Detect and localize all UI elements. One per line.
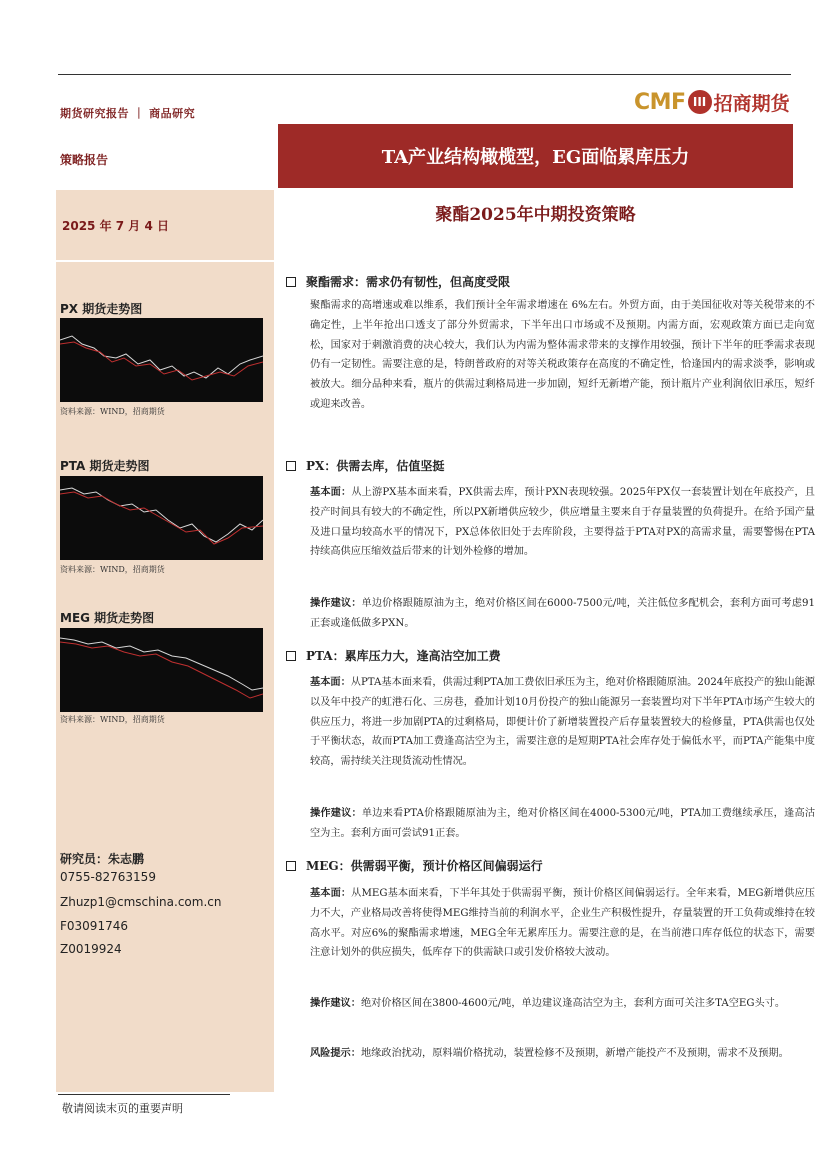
section-heading-px bbox=[286, 457, 444, 474]
paragraph-text: 地缘政治扰动，原料端价格扰动，装置检修不及预期，新增产能投产不及预期，需求不及预期。 bbox=[360, 1048, 789, 1059]
pta-chart-image bbox=[60, 476, 263, 560]
px-chart-image bbox=[60, 318, 263, 402]
px-chart-title: PX 期货走势图 bbox=[60, 302, 143, 316]
section-heading-text: PTA：累库压力大，逢高沽空加工费 bbox=[306, 649, 501, 663]
researcher-phone: 0755-82763159 bbox=[60, 870, 156, 884]
paragraph-text: 从上游PX基本面来看，PX供需去库，预计PXN表现较强。2025年PX仅一套装置计划在年底投产，且投产时间具有较大的不确定性，所以PX新增供应较少，供应增量主要来自于存量装置的负荷提升。在给予国产量及进口量均较高水平的情况下，PX总体依旧处于去库阶段，主要得益于PTA对PX的高需求量，需要警惕在PTA持续高供应压缩效益后带来的计划外检修的增加。 bbox=[310, 487, 815, 558]
paragraph-lead: 基本面： bbox=[310, 887, 352, 899]
paragraph-text: 单边来看PTA价格跟随原油为主，绝对价格区间在4000-5300元/吨，PTA加工费继续承压，逢高沽空为主。套利方面可尝试91正套。 bbox=[310, 808, 816, 839]
meg-chart-title: MEG 期货走势图 bbox=[60, 611, 155, 625]
footer-rule bbox=[58, 1094, 230, 1095]
paragraph-lead: 风险提示： bbox=[310, 1047, 361, 1059]
paragraph-text: 绝对价格区间在3800-4600元/吨，单边建议逢高沽空为主，套利方面可关注多TA空EG头寸。 bbox=[360, 998, 786, 1009]
paragraph-text: 单边价格跟随原油为主，绝对价格区间在6000-7500元/吨，关注低位多配机会，套利方面可考虑91正套或逢低做多PXN。 bbox=[310, 598, 816, 629]
checkbox-bullet-icon bbox=[286, 651, 296, 661]
top-rule bbox=[58, 74, 791, 75]
section-heading-text: 聚酯需求：需求仍有韧性，但高度受限 bbox=[306, 275, 511, 289]
footer-disclaimer: 敬请阅读末页的重要声明 bbox=[62, 1102, 183, 1115]
section-paragraph bbox=[310, 673, 815, 772]
section-paragraph bbox=[310, 1044, 815, 1064]
section-heading-text: PX：供需去库，估值坚挺 bbox=[306, 459, 445, 473]
logo-company-name: 招商期货 bbox=[713, 92, 790, 115]
report-title: TA产业结构橄榄型，EG面临累库压力 bbox=[381, 147, 690, 168]
section-paragraph bbox=[310, 994, 815, 1014]
paragraph-text: 聚酯需求的高增速或难以维系，我们预计全年需求增速在 6%左右。外贸方面，由于美国征收对等关税带来的不确定性，上半年抢出口透支了部分外贸需求，下半年出口市场或不及预期。内需方面，宏观政策方面已走向宽松，国家对于刺激消费的决心较大，我们认为内需为整体需求带来的支撑作用较强，预计下半年的旺季需求表现仍有一定韧性。需要注意的是，特朗普政府的对等关税政策存在高度的不确定性，恰逢国内的需求淡季，影响或被放大。细分品种来看，瓶片的供需过剩格局进一步加剧，短纤无新增产能，预计瓶片产业利润依旧承压，短纤或迎来改善。 bbox=[310, 300, 815, 410]
paragraph-lead: 基本面： bbox=[310, 486, 352, 498]
section-heading-demand bbox=[286, 273, 510, 290]
company-logo bbox=[634, 88, 790, 116]
report-type-tag: 策略报告 bbox=[60, 153, 109, 167]
section-paragraph bbox=[310, 594, 815, 634]
researcher-email[interactable]: Zhuzp1@cmschina.com.cn bbox=[60, 895, 222, 909]
section-heading-text: MEG：供需弱平衡，预计价格区间偏弱运行 bbox=[306, 859, 543, 873]
paragraph-text: 从MEG基本面来看，下半年其处于供需弱平衡，预计价格区间偏弱运行。全年来看，MEG新增供应压力不大，产业格局改善将使得MEG维持当前的利润水平，企业生产积极性提升，存量装置的开工负荷或维持在较高水平。对应6%的聚酯需求增速，MEG全年无累库压力。需要注意的是，在当前港口库存低位的状态下，需要注意计划外的供应损失，低库存下的供需缺口或引发价格较大波动。 bbox=[310, 888, 815, 959]
report-category-label: 期货研究报告 ｜ 商品研究 bbox=[60, 107, 196, 120]
report-date: 2025 年 7 月 4 日 bbox=[62, 219, 169, 233]
paragraph-lead: 操作建议： bbox=[310, 597, 362, 609]
px-chart-source: 资料来源：WIND，招商期货 bbox=[60, 407, 165, 416]
section-paragraph bbox=[310, 884, 815, 963]
section-heading-meg bbox=[286, 857, 543, 874]
checkbox-bullet-icon bbox=[286, 461, 296, 471]
section-paragraph bbox=[310, 483, 815, 562]
meg-chart-image bbox=[60, 628, 263, 712]
logo-emblem-icon: III bbox=[688, 90, 712, 114]
checkbox-bullet-icon bbox=[286, 277, 296, 287]
logo-cmf-text: CMF bbox=[634, 89, 686, 115]
researcher-name: 研究员：朱志鹏 bbox=[60, 852, 145, 866]
section-paragraph bbox=[310, 296, 815, 415]
paragraph-lead: 操作建议： bbox=[310, 997, 361, 1009]
report-subtitle: 聚酯2025年中期投资策略 bbox=[435, 205, 636, 225]
pta-chart-source: 资料来源：WIND，招商期货 bbox=[60, 565, 165, 574]
paragraph-text: 从PTA基本面来看，供需过剩PTA加工费依旧承压为主，绝对价格跟随原油。2024年底投产的独山能源以及年中投产的虹港石化、三房巷，叠加计划10月份投产的独山能源另一套装置均对下半年PTA市场产生较大的供应压力，将进一步加剧PTA的过剩格局，即便计价了新增装置投产后存量装置较大的检修量，PTA供需也仅处于平衡状态，故而PTA加工费逢高沽空为主，需要注意的是短期PTA社会库存处于偏低水平，而PTA产能集中度较高，需持续关注现货流动性情况。 bbox=[310, 677, 815, 768]
researcher-license-id-2: Z0019924 bbox=[60, 942, 122, 956]
paragraph-lead: 基本面： bbox=[310, 676, 351, 688]
section-heading-pta bbox=[286, 647, 501, 664]
meg-chart-source: 资料来源：WIND，招商期货 bbox=[60, 715, 165, 724]
section-paragraph bbox=[310, 804, 815, 844]
paragraph-lead: 操作建议： bbox=[310, 807, 362, 819]
researcher-license-id-1: F03091746 bbox=[60, 919, 128, 933]
checkbox-bullet-icon bbox=[286, 861, 296, 871]
pta-chart-title: PTA 期货走势图 bbox=[60, 459, 150, 473]
